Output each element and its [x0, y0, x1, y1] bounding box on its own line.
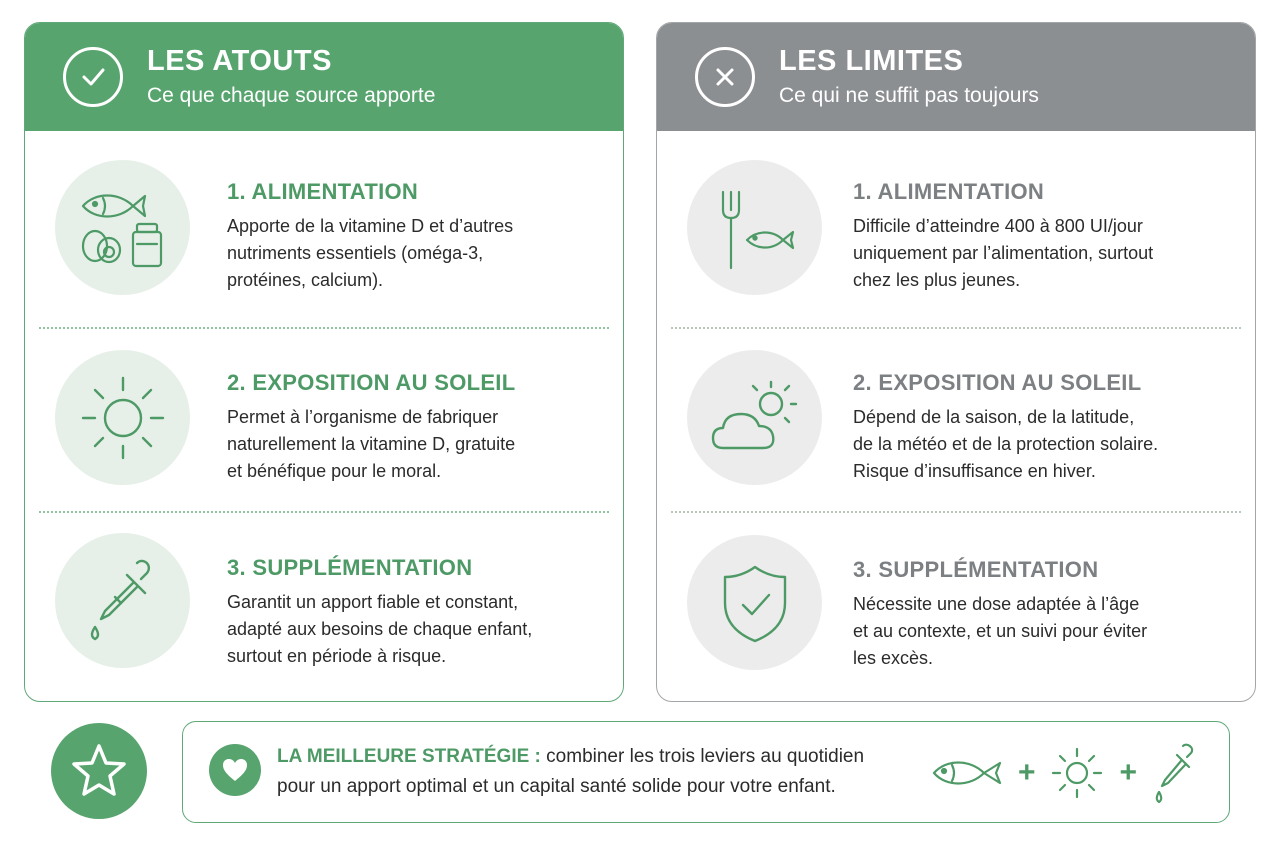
limites-item-title: 1. ALIMENTATION — [853, 179, 1045, 204]
text-line: nutriments essentiels (oméga-3, — [227, 243, 484, 263]
text-line: Apporte de la vitamine D et d’autres — [227, 216, 514, 236]
strategy-banner — [182, 721, 1230, 823]
text-line: chez les plus jeunes. — [853, 270, 1021, 290]
atouts-subtitle: Ce que chaque source apporte — [147, 84, 436, 107]
limites-item-alimentation — [657, 135, 1255, 315]
atouts-item-alimentation — [25, 135, 623, 315]
atouts-panel — [24, 22, 624, 702]
text-line: Nécessite une dose adaptée à l’âge — [853, 594, 1140, 614]
atouts-title: LES ATOUTS — [147, 45, 332, 77]
text-line: Dépend de la saison, de la latitude, — [853, 407, 1135, 427]
dropper-icon — [55, 533, 190, 668]
limites-header — [657, 23, 1255, 131]
strategy-line-1 — [277, 742, 864, 772]
plus-sign: + — [1119, 756, 1137, 789]
x-circle-icon — [695, 47, 755, 107]
atouts-item-text — [227, 404, 607, 485]
strategy-label: LA MEILLEURE STRATÉGIE : — [277, 746, 541, 767]
text-line: naturellement la vitamine D, gratuite — [227, 434, 516, 454]
star-icon — [51, 723, 147, 819]
text-line: protéines, calcium). — [227, 270, 384, 290]
text-line: surtout en période à risque. — [227, 646, 447, 666]
dropper-icon — [1151, 740, 1201, 806]
strategy-line-2: pour un apport optimal et un capital santé solide pour votre enfant. — [277, 776, 836, 797]
sun-icon — [1049, 745, 1105, 801]
shield-check-icon — [687, 535, 822, 670]
limites-item-soleil — [657, 328, 1255, 508]
limites-subtitle: Ce qui ne suffit pas toujours — [779, 84, 1039, 107]
limites-item-supplementation — [657, 513, 1255, 693]
text-line: et au contexte, et un suivi pour éviter — [853, 621, 1148, 641]
fork-fish-icon — [687, 160, 822, 295]
text-line: et bénéfique pour le moral. — [227, 461, 442, 481]
heart-icon — [209, 744, 261, 796]
atouts-item-text — [227, 589, 607, 670]
fish-icon — [930, 753, 1004, 793]
text-line: Garantit un apport fiable et constant, — [227, 592, 519, 612]
cloud-sun-icon — [687, 350, 822, 485]
text-line: adapté aux besoins de chaque enfant, — [227, 619, 533, 639]
limites-item-text — [853, 213, 1233, 294]
strategy-line-1-rest: combiner les trois leviers au quotidien — [540, 746, 865, 767]
text-line: de la météo et de la protection solaire. — [853, 434, 1159, 454]
text-line: Risque d’insuffisance en hiver. — [853, 461, 1096, 481]
strategy-formula — [930, 740, 1201, 806]
text-line: uniquement par l’alimentation, surtout — [853, 243, 1154, 263]
text-line: les excès. — [853, 648, 934, 668]
sun-icon — [55, 350, 190, 485]
strategy-text — [277, 742, 864, 802]
limites-title: LES LIMITES — [779, 45, 964, 77]
atouts-item-text — [227, 213, 607, 294]
text-line: Permet à l’organisme de fabriquer — [227, 407, 499, 427]
check-circle-icon — [63, 47, 123, 107]
plus-sign: + — [1017, 756, 1036, 789]
atouts-item-title: 1. ALIMENTATION — [227, 179, 419, 204]
food-icon — [55, 160, 190, 295]
limites-item-title: 3. SUPPLÉMENTATION — [853, 557, 1099, 582]
limites-item-title: 2. EXPOSITION AU SOLEIL — [853, 370, 1142, 395]
limites-panel — [656, 22, 1256, 702]
atouts-header — [25, 23, 623, 131]
limites-item-text — [853, 591, 1233, 672]
text-line: Difficile d’atteindre 400 à 800 UI/jour — [853, 216, 1143, 236]
atouts-item-soleil — [25, 328, 623, 508]
atouts-item-title: 3. SUPPLÉMENTATION — [227, 555, 473, 580]
limites-item-text — [853, 404, 1233, 485]
atouts-item-title: 2. EXPOSITION AU SOLEIL — [227, 370, 516, 395]
atouts-item-supplementation — [25, 513, 623, 693]
